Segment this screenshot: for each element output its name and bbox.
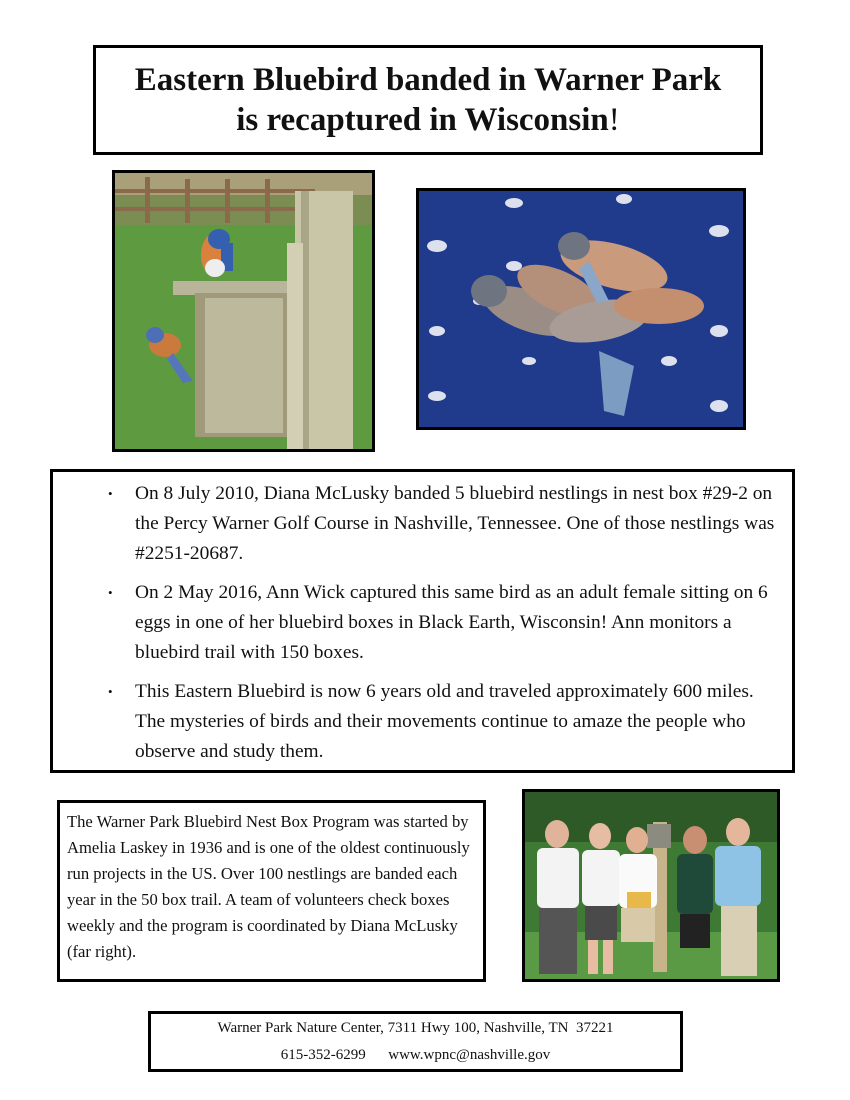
fact-item-travel: • This Eastern Bluebird is now 6 years old and traveled approximately 600 miles. The mysteries of birds and their movements continue to amaze the people who observe and study them. xyxy=(108,677,778,767)
facts-list xyxy=(108,479,778,776)
title-box xyxy=(93,45,763,155)
fact-item-recapture: • On 2 May 2016, Ann Wick captured this same bird as an adult female sitting on 6 eggs in one of her bluebird boxes in Black Earth, Wisconsin! Ann monitors a bluebird trail with 150 boxes. xyxy=(108,578,778,668)
contact-address: Warner Park Nature Center, 7311 Hwy 100, Nashville, TN 37221 xyxy=(217,1019,614,1036)
fact-item-banding: • On 8 July 2010, Diana McLusky banded 5 bluebird nestlings in nest box #29-2 on the Percy Warner Golf Course in Nashville, Tennessee. One of those nestlings was #2251-20687. xyxy=(108,479,778,569)
facts-box xyxy=(50,469,795,773)
program-description-box xyxy=(57,800,486,982)
program-description-text: The Warner Park Bluebird Nest Box Program was started by Amelia Laskey in 1936 and is one of the oldest continuously run projects in the US. Over 100 nestlings are banded each year in the 50 box trail. A team of volunteers check boxes weekly and the program is coordinated by Diana McLusky (far right). xyxy=(67,812,470,961)
contact-box xyxy=(148,1011,683,1072)
title-line-2-text: is recaptured in Wisconsin xyxy=(236,102,609,138)
title-line-2 xyxy=(236,100,620,140)
title-exclamation: ! xyxy=(608,102,620,138)
bluebird-nest-box-photo xyxy=(112,170,375,452)
contact-phone-web: 615-352-6299 www.wpnc@nashville.gov xyxy=(280,1046,551,1063)
volunteers-photo xyxy=(522,789,780,982)
nestlings-photo xyxy=(416,188,746,430)
title-line-1: Eastern Bluebird banded in Warner Park xyxy=(134,62,722,98)
